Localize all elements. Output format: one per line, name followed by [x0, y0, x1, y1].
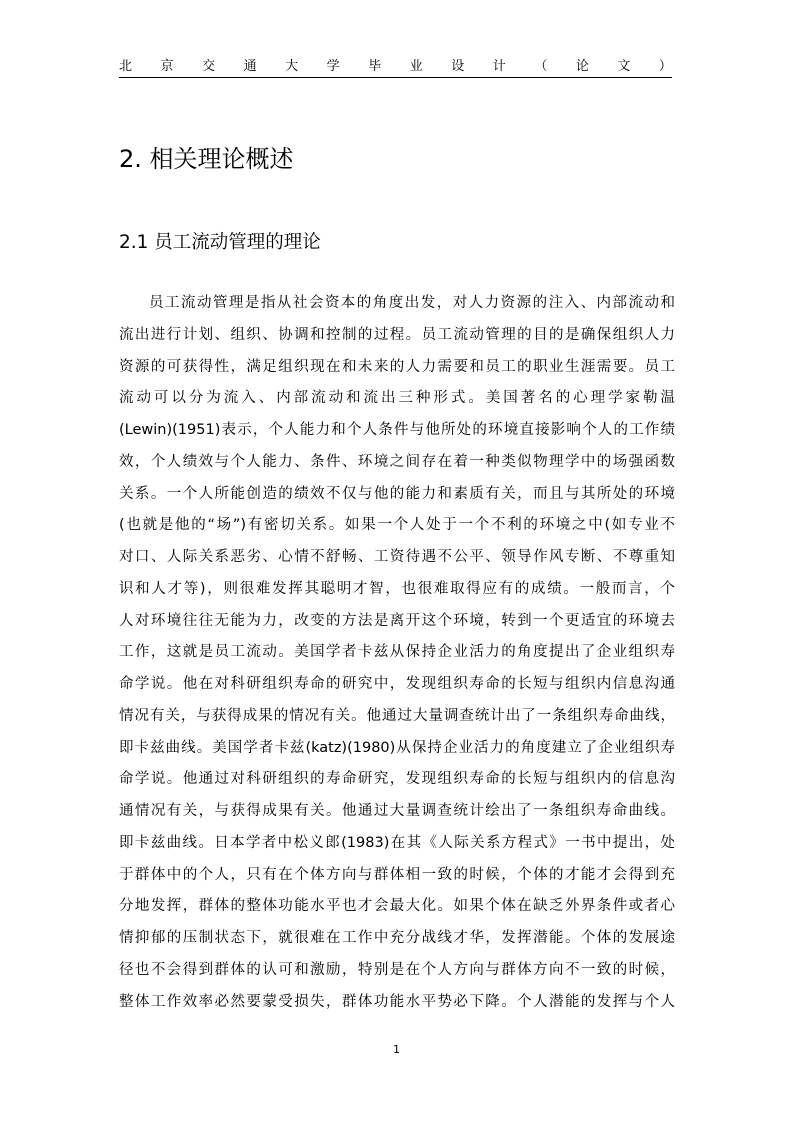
chapter-title: 2. 相关理论概述: [119, 145, 294, 173]
paragraph-line: 资源的可获得性，满足组织现在和未来的人力需要和员工的职业生涯需要。员工: [119, 358, 675, 375]
paragraph-line: 识和人才等)，则很难发挥其聪明才智，也很难取得应有的成绩。一般而言，个: [119, 580, 675, 597]
paragraph-line: 分地发挥，群体的整体功能水平也才会最大化。如果个体在缺乏外界条件或者心: [119, 898, 675, 915]
header-char: 交: [202, 59, 216, 74]
paragraph-line: 流动可以分为流入、内部流动和流出三种形式。美国著名的心理学家勒温: [119, 390, 675, 407]
paragraph-line: 工作，这就是员工流动。美国学者卡兹从保持企业活力的角度提出了企业组织寿: [119, 644, 675, 661]
header-char: ）: [658, 59, 672, 74]
page-number: 1: [393, 1043, 400, 1056]
paragraph-line: 关系。一个人所能创造的绩效不仅与他的能力和素质有关，而且与其所处的环境: [119, 485, 675, 502]
paragraph-line: 径也不会得到群体的认可和激励，特别是在个人方向与群体方向不一致的时候，: [119, 961, 675, 978]
paragraph-line: 即卡兹曲线。日本学者中松义郎(1983)在其《人际关系方程式》一书中提出，处: [119, 834, 675, 851]
header-char: 论: [575, 59, 589, 74]
paragraph-line: 通情况有关，与获得成果有关。他通过大量调查统计绘出了一条组织寿命曲线。: [119, 803, 675, 819]
body-paragraph: [119, 288, 675, 1018]
paragraph-line: (也就是他的“场”)有密切关系。如果一个人处于一个不利的环境之中(如专业不: [119, 517, 675, 534]
header-char: 北: [119, 59, 133, 74]
paragraph-line: 效，个人绩效与个人能力、条件、环境之间存在着一种类似物理学中的场强函数: [119, 453, 675, 470]
header-char: 计: [492, 59, 506, 74]
header-char: （: [534, 59, 548, 74]
paragraph-line: 命学说。他通过对科研组织的寿命研究，发现组织寿命的长短与组织内的信息沟: [119, 771, 675, 788]
header-char: 大: [285, 59, 299, 74]
running-header: [119, 57, 672, 78]
paragraph-line: 对口、人际关系恶劣、心情不舒畅、工资待遇不公平、领导作风专断、不尊重知: [119, 549, 675, 565]
header-char: 文: [617, 59, 631, 74]
paragraph-line: 人对环境往往无能为力，改变的方法是离开这个环境，转到一个更适宜的环境去: [119, 612, 675, 629]
header-char: 业: [409, 59, 423, 74]
paragraph-line: 整体工作效率必然要蒙受损失，群体功能水平势必下降。个人潜能的发挥与个人: [119, 993, 675, 1010]
paragraph-line: (Lewin)(1951)表示，个人能力和个人条件与他所处的环境直接影响个人的工作绩: [119, 422, 675, 438]
paragraph-line: 即卡兹曲线。美国学者卡兹(katz)(1980)从保持企业活力的角度建立了企业组织寿: [119, 739, 675, 756]
paragraph-line: 员工流动管理是指从社会资本的角度出发，对人力资源的注入、内部流动和: [149, 295, 675, 311]
header-char: 毕: [368, 59, 382, 74]
paragraph-line: 流出进行计划、组织、协调和控制的过程。员工流动管理的目的是确保组织人力: [119, 326, 675, 343]
paragraph-line: 情况有关，与获得成果的情况有关。他通过大量调查统计出了一条组织寿命曲线，: [119, 707, 675, 724]
header-char: 通: [243, 59, 257, 74]
paragraph-line: 命学说。他在对科研组织寿命的研究中，发现组织寿命的长短与组织内信息沟通: [119, 676, 675, 692]
paragraph-line: 于群体中的个人，只有在个体方向与群体相一致的时候，个体的才能才会得到充: [119, 866, 675, 883]
section-title: 2.1 员工流动管理的理论: [119, 232, 321, 253]
header-char: 设: [451, 59, 465, 74]
paragraph-line: 情抑郁的压制状态下，就很难在工作中充分战线才华，发挥潜能。个体的发展途: [119, 930, 675, 946]
header-char: 京: [160, 59, 174, 74]
header-char: 学: [326, 59, 340, 74]
